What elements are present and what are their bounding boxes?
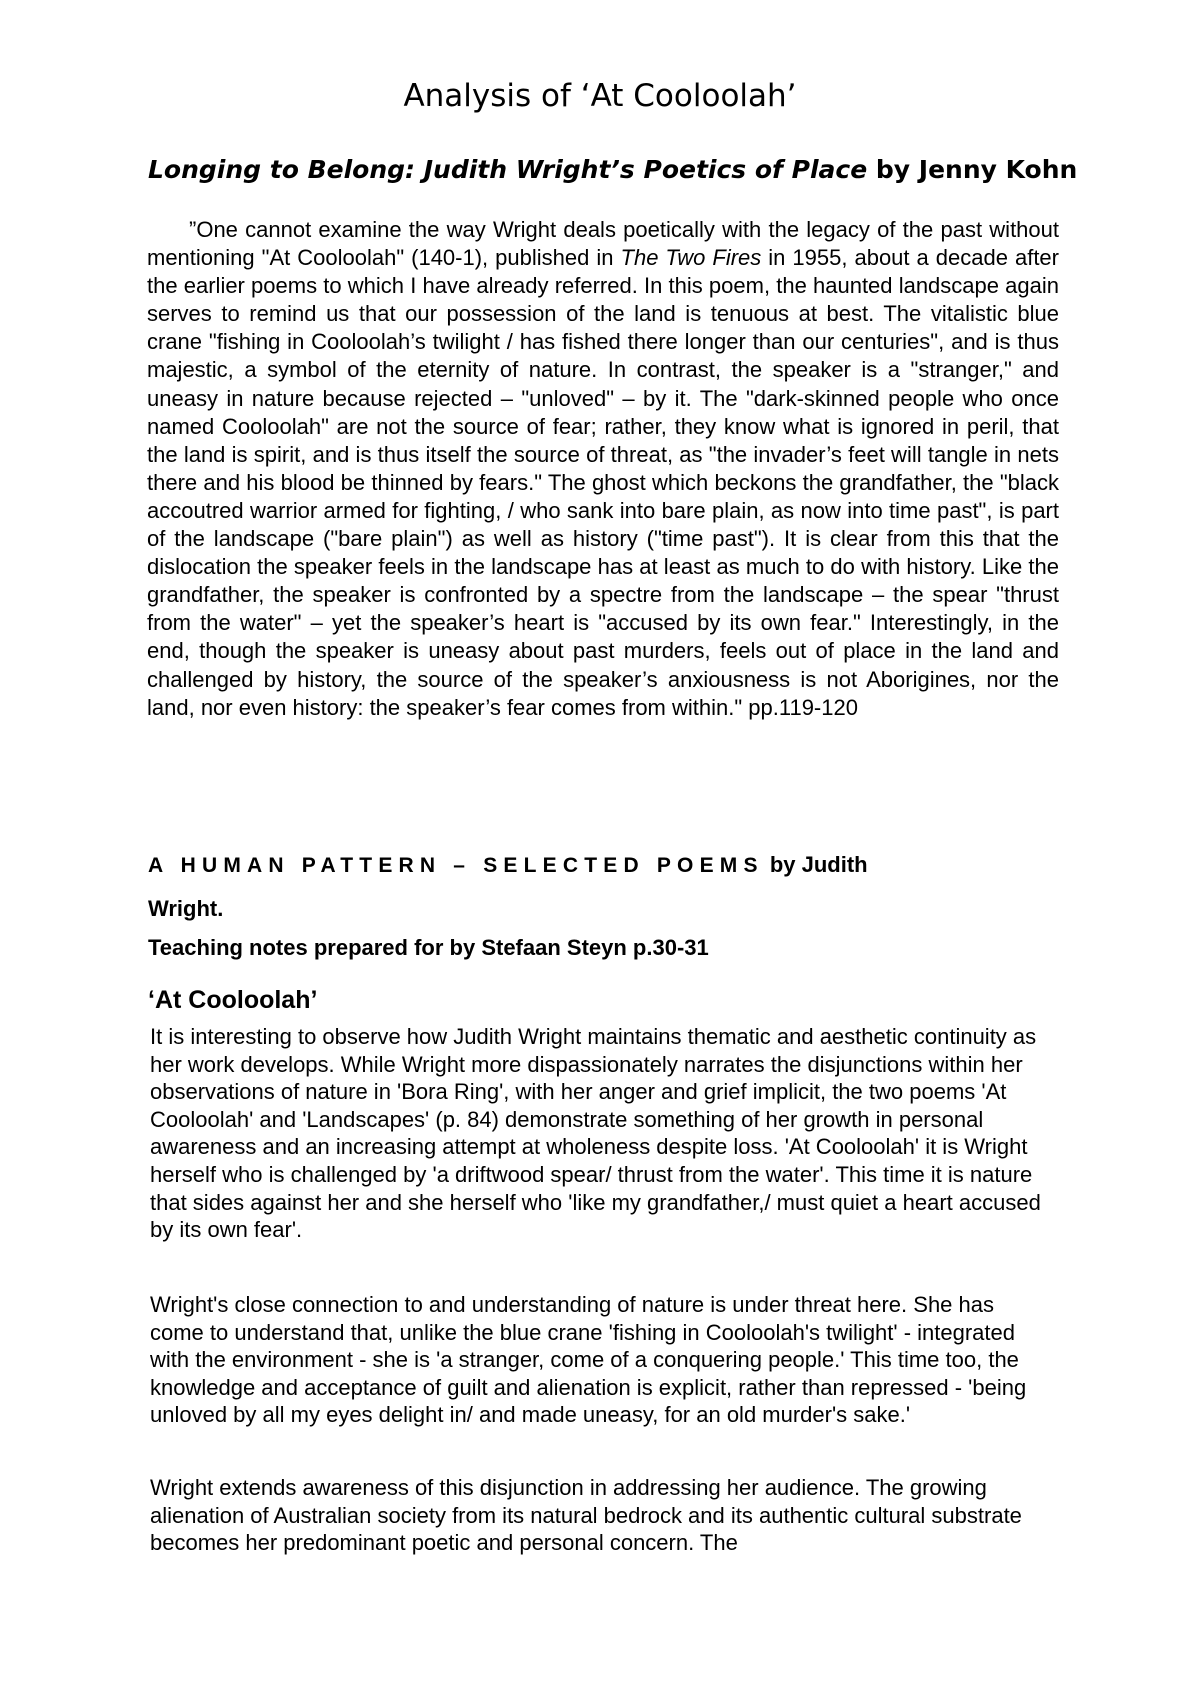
article-title: Longing to Belong: Judith Wright’s Poetics of Place (148, 155, 868, 184)
article-subtitle (148, 155, 1108, 184)
quote-text-2: in 1955, about a decade after the earlier poems to which I have already referred. In this poem, the haunted landscape again serves to remind us that our possession of the land is tenuous at best. The vitalistic blue crane "fishing in Cooloolah’s twilight / has fished there longer than our centuries", and is thus majestic, a symbol of the eternity of nature. In contrast, the speaker is a "stranger," and uneasy in nature because rejected – "unloved" – by it. The "dark-skinned people who once named Cooloolah" are not the source of fear; rather, they know what is ignored in peril, that the land is spirit, and is thus itself the source of threat, as "the invader’s feet will tangle in nets there and his blood be thinned by fears." The ghost which beckons the grandfather, the "black accoutred warrior armed for fighting, / who sank into bare plain, as now into time past", is part of the landscape ("bare plain") as well as history ("time past"). It is clear from this that the dislocation the speaker feels in the landscape has at least as much to do with history. Like the grandfather, the speaker is confronted by a spectre from the landscape – the spear "thrust from the water" – yet the speaker’s heart is "accused by its own fear." Interestingly, in the end, though the speaker is uneasy about past murders, feels out of place in the land and challenged by history, the source of the speaker’s anxiousness is not Aborigines, nor the land, nor even history: the speaker’s fear comes from within." pp.119-120 (147, 245, 1059, 720)
section-byline-continued: Wright. (148, 896, 224, 921)
teaching-notes-credit: Teaching notes prepared for by Stefaan Steyn p.30-31 (148, 935, 709, 960)
section-byline: by Judith (763, 852, 868, 877)
paragraph-2: Wright's close connection to and understanding of nature is under threat here. She has come to understand that, unlike the blue crane 'fishing in Cooloolah's twilight' - integrated with the environment - she is 'a stranger, come of a conquering people.' This time too, the knowledge and acceptance of guilt and alienation is explicit, rather than repressed - 'being unloved by all my eyes delight in/ and made uneasy, for an old murder's sake.' (150, 1292, 1027, 1428)
kohn-quote (147, 216, 1059, 722)
section-title-spaced: A HUMAN PATTERN – SELECTED POEMS (148, 854, 764, 877)
quote-book-title: The Two Fires (620, 245, 762, 271)
article-author: by Jenny Kohn (867, 155, 1078, 184)
section-heading (148, 852, 1048, 878)
document-title: Analysis of ‘At Cooloolah’ (403, 78, 797, 114)
quote-text-1: ”One cannot examine the way Wright deals poetically with the legacy of the past without mentioning "At Cooloolah" (140-1), published in (147, 217, 1059, 271)
paragraph-1: It is interesting to observe how Judith Wright maintains thematic and aesthetic continuity as her work develops. While Wright more dispassionately narrates the disjunctions within her observations of nature in 'Bora Ring', with her anger and grief implicit, the two poems 'At Cooloolah' and 'Landscapes' (p. 84) demonstrate something of her growth in personal awareness and an increasing attempt at wholeness despite loss. 'At Cooloolah' it is Wright herself who is challenged by 'a driftwood spear/ thrust from the water'. This time it is nature that sides against her and she herself who 'like my grandfather,/ must quiet a heart accused by its own fear'. (150, 1024, 1041, 1243)
paragraph-3: Wright extends awareness of this disjunction in addressing her audience. The growing alienation of Australian society from its natural bedrock and its authentic cultural substrate becomes her predominant poetic and personal concern. The (150, 1475, 1022, 1556)
poem-heading: ‘At Cooloolah’ (148, 986, 318, 1014)
